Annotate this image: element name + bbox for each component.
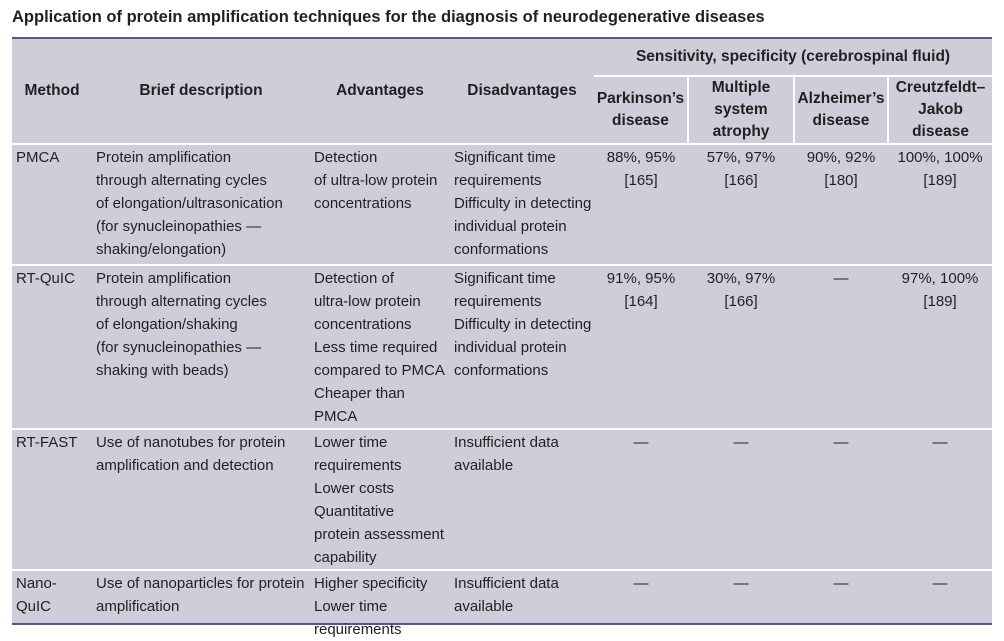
method-cell: RT-QuIC — [16, 270, 75, 287]
disadvantages-cell: Insufficient data available — [454, 575, 559, 615]
header-cjd: Creutzfeldt–Jakob disease — [888, 76, 992, 144]
msa-cell: 30%, 97% [166] — [706, 270, 776, 310]
disadvantages-cell: Significant time requirements Difficulty in detecting individual protein conformations — [454, 149, 592, 258]
header-alzheimers: Alzheimer’s disease — [794, 76, 888, 144]
msa-cell: — — [733, 575, 749, 592]
table-row — [12, 144, 992, 265]
header-msa: Multiple system atrophy — [688, 76, 794, 144]
table-row — [12, 429, 992, 570]
cjd-cell: 100%, 100% [189] — [897, 149, 983, 189]
header-advantages: Advantages — [336, 82, 424, 99]
description-cell: Use of nanotubes for protein amplification and detection — [96, 434, 286, 474]
advantages-cell: Detection of ultra-low protein concentrations — [314, 149, 438, 212]
method-cell: Nano- QuIC — [16, 575, 57, 615]
alzheimers-cell: — — [833, 434, 849, 451]
parkinsons-cell: — — [633, 575, 649, 592]
description-cell: Protein amplification through alternating cycles of elongation/shaking (for synucleinopathies — shaking with beads) — [96, 270, 267, 379]
methods-table — [12, 39, 992, 641]
disadvantages-cell: Insufficient data available — [454, 434, 559, 474]
header-parkinsons: Parkinson’s disease — [596, 90, 685, 129]
description-cell: Protein amplification through alternating cycles of elongation/ultrasonication (for synucleinopathies — shaking/elongation) — [96, 149, 283, 258]
cjd-cell: — — [932, 575, 948, 592]
table-title: Application of protein amplification techniques for the diagnosis of neurodegenerative diseases — [12, 8, 765, 26]
advantages-cell: Lower time requirements Lower costs Quantitative protein assessment capability — [314, 434, 445, 566]
cjd-cell: 97%, 100% [189] — [901, 270, 979, 310]
header-disadvantages: Disadvantages — [467, 82, 577, 99]
advantages-cell: Detection of ultra-low protein concentrations Less time required compared to PMCA Cheaper than PMCA — [314, 270, 445, 425]
header-sensitivity-group: Sensitivity, specificity (cerebrospinal fluid) — [594, 39, 992, 76]
table-container — [12, 37, 992, 638]
header-description: Brief description — [139, 82, 263, 99]
method-cell: RT-FAST — [16, 434, 78, 451]
advantages-cell: Higher specificity Lower time requirements — [314, 575, 428, 638]
alzheimers-cell: 90%, 92% [180] — [806, 149, 876, 189]
cjd-cell: — — [932, 434, 948, 451]
header-method: Method — [24, 82, 80, 99]
disadvantages-cell: Significant time requirements Difficulty in detecting individual protein conformations — [454, 270, 592, 379]
method-cell: PMCA — [16, 149, 60, 166]
alzheimers-cell: — — [833, 270, 849, 287]
table-row — [12, 570, 992, 641]
description-cell: Use of nanoparticles for protein amplification — [96, 575, 305, 615]
msa-cell: 57%, 97% [166] — [706, 149, 776, 189]
parkinsons-cell: — — [633, 434, 649, 451]
msa-cell: — — [733, 434, 749, 451]
parkinsons-cell: 88%, 95% [165] — [606, 149, 676, 189]
alzheimers-cell: — — [833, 575, 849, 592]
parkinsons-cell: 91%, 95% [164] — [606, 270, 676, 310]
table-row — [12, 265, 992, 429]
